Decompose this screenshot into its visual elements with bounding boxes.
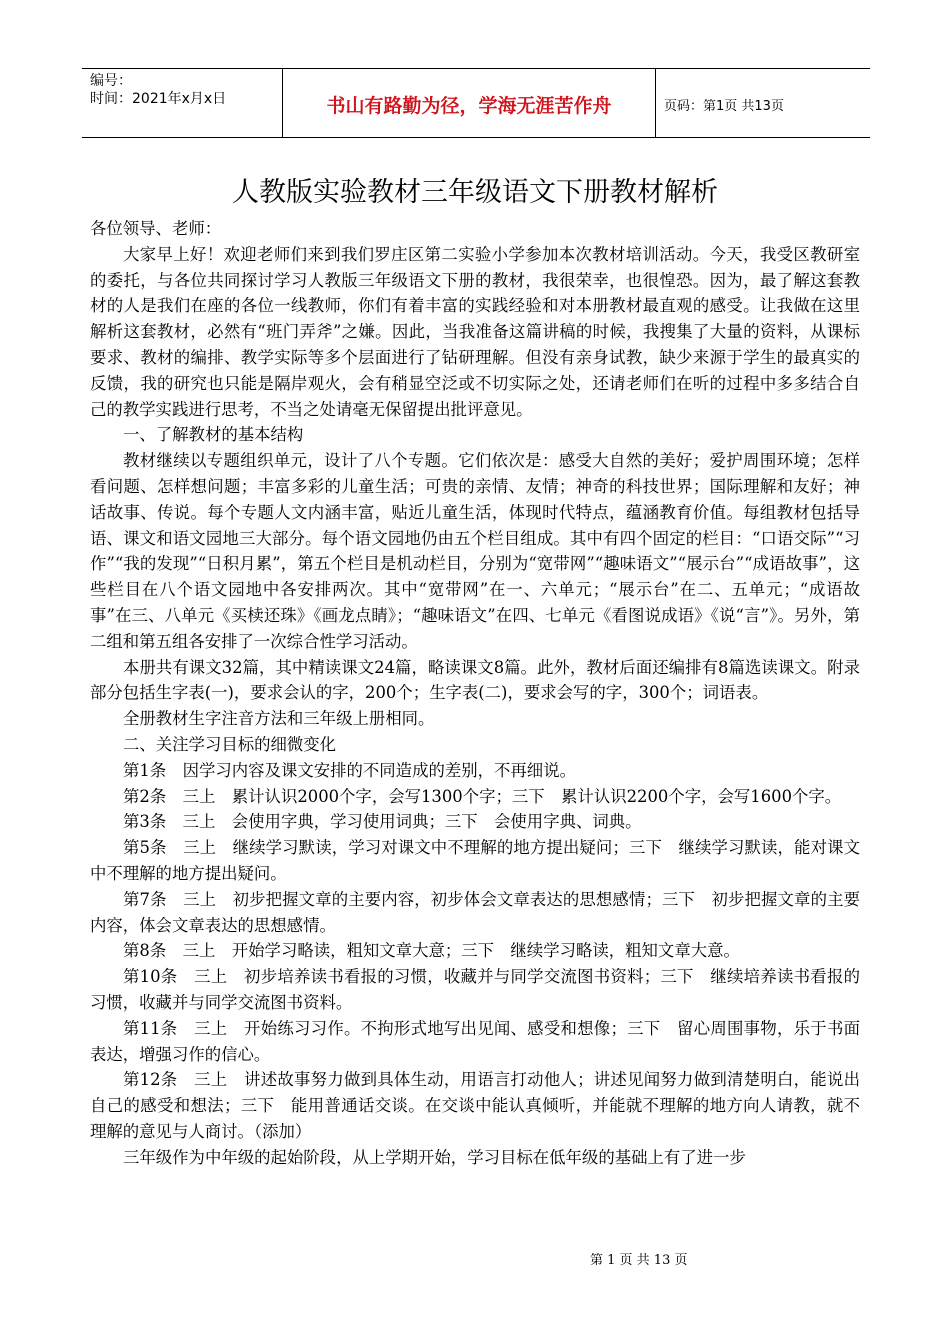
document-number-label: 编号：: [90, 73, 132, 89]
header-motto: 书山有路勤为径，学海无涯苦作舟: [326, 95, 612, 117]
paragraph: 大家早上好！欢迎老师们来到我们罗庄区第二实验小学参加本次教材培训活动。今天，我受区教研室的委托，与各位共同探讨学习人教版三年级语文下册的教材，我很荣幸，也很惶恐。因为，最了解这套教材的人是我们在座的各位一线教师，你们有着丰富的实践经验和对本册教材最直观的感受。让我做在这里解析这套教材，必然有“班门弄斧”之嫌。因此，当我准备这篇讲稿的时候，我搜集了大量的资料，从课标要求、教材的编排、教学实际等多个层面进行了钻研理解。但没有亲身试教，缺少来源于学生的最真实的反馈，我的研究也只能是隔岸观火，会有稍显空泛或不切实际之处，还请老师们在听的过程中多多结合自己的教学实践进行思考，不当之处请毫无保留提出批评意见。: [90, 244, 860, 419]
salutation: 各位领导、老师：: [90, 219, 222, 238]
paragraph: 三年级作为中年级的起始阶段，从上学期开始，学习目标在低年级的基础上有了进一步: [123, 1147, 746, 1167]
article-item: 第8条 三上 开始学习略读，粗知文章大意；三下 继续学习略读，粗知文章大意。: [123, 941, 740, 961]
article-item: 第1条 因学习内容及课文安排的不同造成的差别，不再细说。: [123, 760, 576, 780]
article-item: 第2条 三上 累计认识2000个字，会写1300个字；三下 累计认识2200个字，会写1600个字。: [123, 786, 842, 806]
article-item: 第12条 三上 讲述故事努力做到具体生动，用语言打动他人；讲述见闻努力做到清楚明白，能说出自己的感受和想法；三下 能用普通话交谈。在交谈中能认真倾听，并能就不理解的地方向人请教，就不理解的意见与人商讨。（添加）: [90, 1070, 860, 1141]
header-motto-cell: [283, 69, 656, 137]
page-header: [82, 68, 870, 138]
page-footer: 第 1 页 共 13 页: [590, 1253, 688, 1268]
paragraph: 教材继续以专题组织单元，设计了八个专题。它们依次是：感受大自然的美好；爱护周围环境；怎样看问题、怎样想问题；丰富多彩的儿童生活；可贵的亲情、友情；神奇的科技世界；国际理解和友好；神话故事、传说。每个专题人文内涵丰富，贴近儿童生活，体现时代特点，蕴涵教育价值。每组教材包括导语、课文和语文园地三大部分。每个语文园地仍由五个栏目组成。其中有四个固定的栏目：“口语交际”“习作”“我的发现”“日积月累”，第五个栏目是机动栏目，分别为“宽带网”“趣味语文”“展示台”“成语故事”，这些栏目在八个语文园地中各安排两次。其中“宽带网”在一、六单元；“展示台”在二、五单元；“成语故事”在三、八单元《买椟还珠》《画龙点睛》；“趣味语文”在四、七单元《看图说成语》《说“言”》。另外，第二组和第五组各安排了一次综合性学习活动。: [90, 451, 860, 651]
article-item: 第11条 三上 开始练习习作。不拘形式地写出见闻、感受和想像；三下 留心周围事物，乐于书面表达，增强习作的信心。: [90, 1018, 860, 1064]
header-page-cell: [656, 69, 870, 137]
article-item: 第3条 三上 会使用字典，学习使用词典；三下 会使用字典、词典。: [123, 812, 642, 832]
paragraph: 全册教材生字注音方法和三年级上册相同。: [123, 709, 435, 729]
header-page-number: 页码：第1页 共13页: [664, 99, 784, 114]
article-item: 第7条 三上 初步把握文章的主要内容，初步体会文章表达的思想感情；三下 初步把握文章的主要内容，体会文章表达的思想感情。: [90, 889, 860, 935]
header-info-cell: [82, 69, 283, 137]
paragraph: 本册共有课文32篇，其中精读课文24篇，略读课文8篇。此外，教材后面还编排有8篇选读课文。附录部分包括生字表(一)，要求会认的字，200个；生字表(二)，要求会写的字，300个；词语表。: [90, 657, 860, 703]
section-heading: 一、了解教材的基本结构: [123, 425, 304, 445]
section-heading: 二、关注学习目标的细微变化: [123, 734, 337, 754]
document-body: [90, 216, 860, 1170]
document-title: 人教版实验教材三年级语文下册教材解析: [232, 177, 718, 208]
article-item: 第10条 三上 初步培养读书看报的习惯，收藏并与同学交流图书资料；三下 继续培养读书看报的习惯，收藏并与同学交流图书资料。: [90, 967, 860, 1012]
document-time-label: 时间：2021年x月x日: [90, 91, 227, 107]
article-item: 第5条 三上 继续学习默读，学习对课文中不理解的地方提出疑问；三下 继续学习默读，能对课文中不理解的地方提出疑问。: [90, 838, 860, 883]
